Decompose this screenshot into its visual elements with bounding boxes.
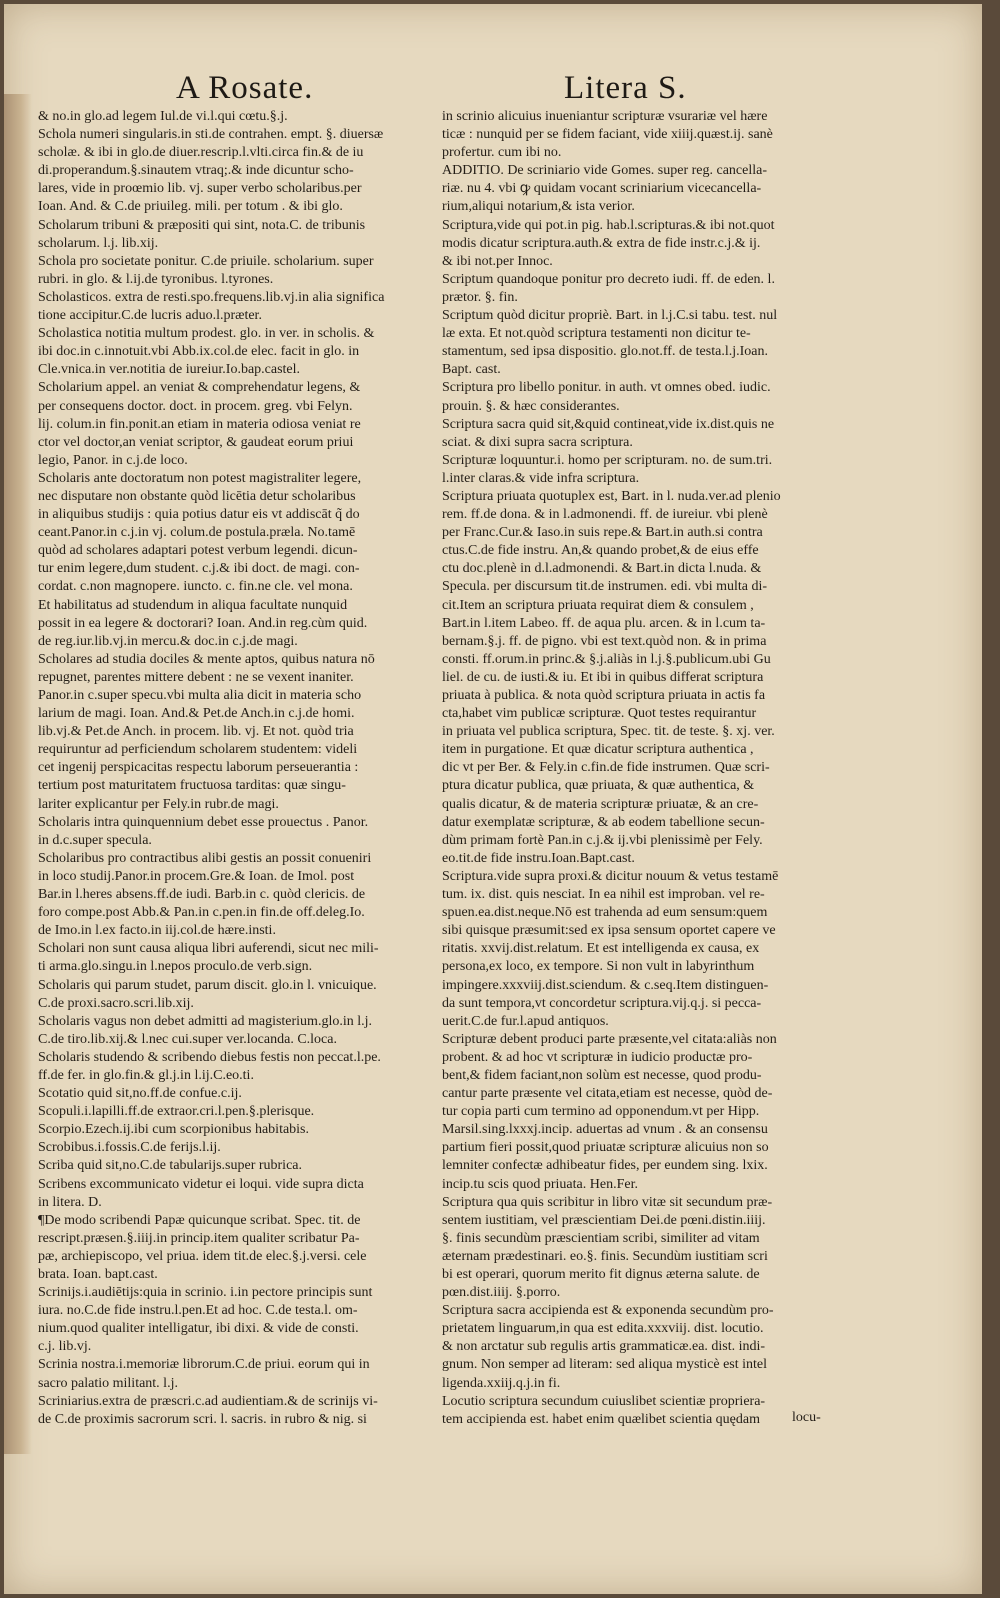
- text-line: & non arctatur sub regulis artis grammaticæ.ea. dist. indi-: [442, 1339, 766, 1355]
- text-line: Scholasticos. extra de resti.spo.frequens.lib.vj.in alia significa: [38, 289, 385, 305]
- text-line: eo.tit.de fide instru.Ioan.Bapt.cast.: [442, 850, 635, 866]
- text-line: ctus.C.de fide instru. An,& quando probet,& de eius effe: [442, 543, 759, 559]
- text-line: Scopuli.i.lapilli.ff.de extraor.cri.l.pen.§.plerisque.: [38, 1104, 315, 1120]
- text-line: priuata à publica. & nota quòd scriptura priuata in actis fa: [442, 688, 766, 703]
- text-line: spuen.ea.dist.neque.Nō est trahenda ad eum sensum:quem: [442, 905, 768, 921]
- text-line: C.de tiro.lib.xij.& l.nec cui.super ver.locanda. C.loca.: [38, 1031, 337, 1047]
- text-line: Scholaris ante doctoratum non potest magistraliter legere,: [38, 470, 362, 486]
- text-line: prietatem linguarum,in qua est edita.xxxviij. dist. locutio.: [442, 1321, 764, 1337]
- text-line: Bart.in l.item Labeo. ff. de aqua plu. arcen. & in l.cum ta-: [442, 615, 766, 631]
- text-line: & ibi not.per Innoc.: [442, 253, 553, 269]
- text-line: lib.vj.& Pet.de Anch. in procem. lib. vj. Et not. quòd tria: [38, 724, 354, 740]
- text-line: Scrinia nostra.i.memoriæ librorum.C.de priui. eorum qui in: [38, 1357, 370, 1373]
- text-line: in aliquibus studijs : quia potius datur eis vt addiscāt q̃ do: [38, 507, 360, 523]
- text-line: ff.de fer. in glo.fin.& gl.j.in l.ij.C.eo.ti.: [38, 1067, 254, 1083]
- running-head-right: Litera S.: [564, 70, 687, 106]
- text-line: Scholarum tribuni & præpositi qui sint, nota.C. de tribunis: [38, 217, 366, 233]
- text-line: requiruntur ad perficiendum scholarem studentem: videli: [38, 742, 358, 758]
- text-line: Schola numeri singularis.in sti.de contrahen. empt. §. diuersæ: [38, 127, 384, 143]
- text-line: tum. ix. dist. quis nesciat. In ea nihil est improban. vel re-: [442, 887, 765, 903]
- text-line: ctor vel doctor,an veniat scriptor, & gaudeat eorum priui: [38, 434, 354, 450]
- text-line: Scripturæ loquuntur.i. homo per scripturam. no. de sum.tri.: [442, 452, 773, 468]
- text-line: Ioan. And. & C.de priuileg. mili. per totum . & ibi glo.: [38, 199, 343, 215]
- catchword: locu-: [792, 1410, 821, 1425]
- text-line: tur enim legere,dum student. c.j.& ibi doct. de magi. con-: [38, 561, 360, 577]
- text-line: tertium post maturitatem fructuosa tarditas: quæ singu-: [38, 778, 346, 794]
- text-line: ti arma.glo.singu.in l.nepos proculo.de verb.sign.: [38, 959, 313, 975]
- text-line: Marsil.sing.lxxxj.incip. aduertas ad vnum . & an consensu: [442, 1122, 768, 1138]
- text-line: rium,aliqui notarium,& ista verior.: [442, 199, 635, 215]
- text-line: in loco studij.Panor.in procem.Gre.& Ioan. de Imol. post: [38, 868, 355, 884]
- text-line: de Imo.in l.ex facto.in iij.col.de hære.insti.: [38, 923, 276, 939]
- text-line: ¶De modo scribendi Papæ quicunque scribat. Spec. tit. de: [38, 1212, 361, 1228]
- text-line: lariter explicantur per Fely.in rubr.de magi.: [38, 796, 279, 812]
- text-line: repugnet, parentes mittere debent : ne se vexent inaniter.: [38, 669, 354, 685]
- text-line: prouin. §. & hæc considerantes.: [442, 398, 620, 414]
- text-line: Scholaris vagus non debet admitti ad magisterium.glo.in l.j.: [38, 1013, 373, 1029]
- text-line: l.inter claras.& vide infra scriptura.: [442, 470, 640, 486]
- text-line: Scholaris qui parum studet, parum discit. glo.in l. vnicuique.: [38, 977, 377, 993]
- text-line: Scholaris intra quinquennium debet esse prouectus . Panor.: [38, 814, 369, 830]
- running-head-left: A Rosate.: [176, 70, 314, 106]
- text-line: & no.in glo.ad legem Iul.de vi.l.qui cœtu.§.j.: [38, 109, 288, 124]
- text-line: larium de magi. Ioan. And.& Pet.de Anch.in c.j.de homi.: [38, 706, 355, 722]
- text-line: rubri. in glo. & l.ij.de tyronibus. l.tyrones.: [38, 271, 274, 287]
- text-line: cet ingenij perspicacitas respectu laborum perseuerantia :: [38, 760, 359, 776]
- text-line: sentem iustitiam, vel præscientiam Dei.de pœni.distin.iiij.: [442, 1212, 766, 1228]
- text-line: Scholarium appel. an veniat & comprehendatur legens, &: [38, 380, 361, 396]
- text-line: ligenda.xxiij.q.j.in fi.: [442, 1375, 561, 1391]
- text-line: cta,habet vim publicæ scripturæ. Quot testes requirantur: [442, 706, 757, 722]
- text-line: in d.c.super specula.: [38, 832, 152, 848]
- text-line: Scriba quid sit,no.C.de tabularijs.super rubrica.: [38, 1158, 302, 1174]
- text-line: probent. & ad hoc vt scripturæ in iudicio productæ pro-: [442, 1049, 753, 1065]
- text-line: cordat. c.non magnopere. iuncto. c. fin.ne cle. vel mona.: [38, 579, 353, 595]
- text-line: Scriptura sacra accipienda est & exponenda secundùm pro-: [442, 1303, 774, 1319]
- book-page: [4, 4, 982, 1594]
- text-line: dic vt per Ber. & Fely.in c.fin.de fide instrumen. Quæ scri-: [442, 760, 770, 776]
- text-line: sciat. & dixi supra sacra scriptura.: [442, 434, 633, 450]
- text-line: c.j. lib.vj.: [38, 1339, 92, 1355]
- text-line: tione accipitur.C.de lucris aduo.l.præter.: [38, 308, 262, 324]
- text-line: Scriptura priuata quotuplex est, Bart. in l. nuda.ver.ad plenio: [442, 488, 781, 504]
- text-line: nec disputare non obstante quòd licētia detur scholaribus: [38, 488, 356, 504]
- text-line: cantur parte præsente vel citata,etiam est necesse, quòd de-: [442, 1086, 773, 1102]
- right-column: [442, 108, 830, 1429]
- text-line: ceant.Panor.in c.j.in vj. colum.de postula.præla. No.tamē: [38, 525, 356, 541]
- text-line: rem. ff.de dona. & in l.admonendi. ff. de iureiur. vbi plenè: [442, 507, 768, 523]
- text-line: ticæ : nunquid per se fidem faciant, vide xiiij.quæst.ij. sanè: [442, 127, 773, 143]
- text-line: Scotatio quid sit,no.ff.de confue.c.ij.: [38, 1086, 242, 1102]
- text-line: modis dicatur scriptura.auth.& extra de fide instr.c.j.& ij.: [442, 235, 761, 251]
- text-line: lij. colum.in fin.ponit.an etiam in materia odiosa veniat re: [38, 416, 361, 432]
- text-line: per Franc.Cur.& Iaso.in suis repe.& Bart.in auth.si contra: [442, 525, 763, 541]
- text-line: impingere.xxxviij.dist.sciendum. & c.seq.Item distinguen-: [442, 977, 769, 993]
- text-line: ibi doc.in c.innotuit.vbi Abb.ix.col.de elec. facit in glo. in: [38, 344, 360, 360]
- text-line: datur exemplatæ scripturæ, & ab eodem tabellione secun-: [442, 814, 765, 830]
- text-line: lemniter confectæ adhibeatur fides, per eundem sing. lxix.: [442, 1158, 768, 1174]
- text-line: Scriptum quòd dicitur propriè. Bart. in l.j.C.si tabu. test. nul: [442, 308, 778, 324]
- text-line: qualis dicatur, & de materia scripturæ priuatæ, & an cre-: [442, 796, 759, 812]
- text-line: profertur. cum ibi no.: [442, 145, 562, 161]
- text-line: §. finis secundùm præscientiam scribi, similiter ad vitam: [442, 1230, 760, 1246]
- text-line: pœn.dist.iiij. §.porro.: [442, 1285, 561, 1301]
- text-line: Scrobibus.i.fossis.C.de ferijs.l.ij.: [38, 1140, 221, 1156]
- text-line: possit in ea legere & doctorari? Ioan. And.in reg.cùm quid.: [38, 615, 368, 631]
- text-line: Bapt. cast.: [442, 362, 501, 378]
- text-line: ptura dicatur publica, quæ priuata, & quæ authentica, &: [442, 778, 755, 794]
- text-line: Scholaris studendo & scribendo diebus festis non peccat.l.pe.: [38, 1049, 381, 1065]
- text-line: dùm primam fortè Pan.in c.j.& ij.vbi plenissimè per Fely.: [442, 832, 763, 848]
- text-line: Cle.vnica.in ver.notitia de iureiur.Io.bap.castel.: [38, 362, 301, 378]
- text-line: bernam.§.j. ff. de pigno. vbi est text.quòd non. & in prima: [442, 633, 767, 649]
- text-line: in scrinio alicuius inueniantur scripturæ vsurariæ vel hære: [442, 109, 768, 124]
- text-line: in litera. D.: [38, 1194, 102, 1210]
- text-line: consti. ff.orum.in princ.& §.j.aliàs in l.j.§.publicum.ubi Gu: [442, 651, 771, 667]
- text-line: de C.de proximis sacrorum scri. l. sacris. in rubro & nig. si: [38, 1411, 367, 1427]
- text-line: æternam prædestinari. eo.§. finis. Secundùm iustitiam scri: [442, 1248, 768, 1264]
- text-line: Scholastica notitia multum prodest. glo. in ver. in scholis. &: [38, 326, 375, 342]
- text-line: Scriniarius.extra de præscri.c.ad audientiam.& de scrinijs vi-: [38, 1393, 378, 1409]
- text-line: legio, Panor. in c.j.de loco.: [38, 452, 188, 468]
- text-line: quòd ad scholares adaptari potest verbum legendi. dicun-: [38, 543, 358, 559]
- text-line: da sunt tempora,vt concordetur scriptura.vij.q.j. si pecca-: [442, 995, 762, 1011]
- text-line: tur copia parti cum termino ad opponendum.vt per Hipp.: [442, 1104, 760, 1120]
- text-line: item in purgatione. Et quæ dicatur scriptura authentica ,: [442, 742, 754, 758]
- text-line: Scriptura pro libello ponitur. in auth. vt omnes obed. iudic.: [442, 380, 771, 396]
- text-line: di.properandum.§.sinautem vtraq;.& inde dicuntur scho-: [38, 163, 354, 179]
- text-line: rescript.præsen.§.iiij.in princip.item qualiter scribatur Pa-: [38, 1230, 360, 1246]
- text-line: pæ, archiepiscopo, vel priua. idem tit.de elec.§.j.versi. cele: [38, 1248, 367, 1264]
- text-line: bent,& fidem faciant,non solùm est necesse, quod produ-: [442, 1067, 762, 1083]
- text-line: Scorpio.Ezech.ij.ibi cum scorpionibus habitabis.: [38, 1122, 310, 1138]
- text-line: uerit.C.de fur.l.apud antiquos.: [442, 1013, 609, 1029]
- text-line: partium fieri possit,quod priuatæ scripturæ alicuius non so: [442, 1140, 769, 1156]
- text-line: scholarum. l.j. lib.xij.: [38, 235, 159, 251]
- text-line: scholæ. & ibi in glo.de diuer.rescrip.l.vlti.circa fin.& de iu: [38, 145, 364, 161]
- text-line: riæ. nu 4. vbi ꝙ quidam vocant scriniarium vicecancella-: [442, 181, 762, 197]
- text-line: Panor.in c.super specu.vbi multa alia dicit in materia scho: [38, 688, 362, 703]
- text-line: liel. de cu. de iusti.& iu. Et ibi in quibus differat scriptura: [442, 669, 764, 685]
- text-line: Scrinijs.i.audiētijs:quia in scrinio. i.in pectore principis sunt: [38, 1285, 373, 1301]
- text-line: ADDITIO. De scriniario vide Gomes. super reg. cancella-: [442, 163, 767, 179]
- text-line: Scriptura sacra quid sit,&quid contineat,vide ix.dist.quis ne: [442, 416, 775, 432]
- text-line: incip.tu scis quod priuata. Hen.Fer.: [442, 1176, 638, 1192]
- text-line: ctu doc.plenè in d.l.admonendi. & Bart.in dicta l.nuda. &: [442, 561, 762, 577]
- text-line: Scriptura.vide supra proxi.& dicitur nouum & vetus testamē: [442, 868, 779, 884]
- binding-gutter: [4, 94, 32, 1454]
- text-line: in priuata vel publica scriptura, Spec. tit. de teste. §. xj. ver.: [442, 724, 775, 740]
- text-line: Et habilitatus ad studendum in aliqua facultate nunquid: [38, 597, 348, 613]
- text-line: læ exta. Et not.quòd scriptura testamenti non dicitur te-: [442, 326, 751, 342]
- text-line: Scriptura qua quis scribitur in libro vitæ sit secundum præ-: [442, 1194, 773, 1210]
- text-line: Scholaribus pro contractibus alibi gestis an possit conueniri: [38, 850, 372, 866]
- text-line: tem accipienda est. habet enim quælibet scientia quędam: [442, 1411, 761, 1427]
- text-line: stamentum, sed ipsa dispositio. glo.not.ff. de testa.l.j.Ioan.: [442, 344, 768, 360]
- text-line: brata. Ioan. bapt.cast.: [38, 1267, 158, 1282]
- text-line: Scriptura,vide qui pot.in pig. hab.l.scripturas.& ibi not.quot: [442, 217, 775, 233]
- text-line: Specula. per discursum tit.de instrumen. edi. vbi multa di-: [442, 579, 768, 595]
- text-line: foro compe.post Abb.& Pan.in c.pen.in fin.de off.deleg.Io.: [38, 905, 365, 921]
- text-line: Scripturæ debent produci parte præsente,vel citata:aliàs non: [442, 1031, 777, 1047]
- text-line: persona,ex loco, ex tempore. Si non vult in labyrinthum: [442, 959, 755, 975]
- text-line: Bar.in l.heres absens.ff.de iudi. Barb.in c. quòd clericis. de: [38, 887, 366, 903]
- text-line: per consequens doctor. doct. in procem. greg. vbi Felyn.: [38, 398, 353, 414]
- text-line: ritatis. xxvij.dist.relatum. Et est intelligenda ex causa, ex: [442, 941, 760, 957]
- text-line: cit.Item an scriptura priuata requirat diem & consulem ,: [442, 597, 754, 613]
- text-line: Scholari non sunt causa aliqua libri auferendi, sicut nec mili-: [38, 941, 379, 957]
- text-line: sacro palatio militant. l.j.: [38, 1375, 178, 1391]
- text-line: Schola pro societate ponitur. C.de priuile. scholarium. super: [38, 253, 374, 269]
- text-line: Locutio scriptura secundum cuiuslibet scientiæ propriera-: [442, 1393, 766, 1409]
- text-line: Scriptum quandoque ponitur pro decreto iudi. ff. de eden. l.: [442, 271, 775, 287]
- text-line: sibi quisque præsumit:sed ex ipsa sensum oportet capere ve: [442, 923, 776, 939]
- text-line: gnum. Non semper ad literam: sed aliqua mysticè est intel: [442, 1357, 768, 1373]
- text-line: lares, vide in proœmio lib. vj. super verbo scholaribus.per: [38, 181, 362, 197]
- text-line: Scribens excommunicato videtur ei loqui. vide supra dicta: [38, 1176, 364, 1192]
- text-line: Scholares ad studia dociles & mente aptos, quibus natura nō: [38, 651, 375, 667]
- text-line: nium.quod qualiter intelligatur, ibi dixi. & vide de consti.: [38, 1321, 359, 1337]
- text-line: bi est operari, quorum merito fit dignus æterna salute. de: [442, 1267, 760, 1282]
- left-column: [38, 108, 431, 1429]
- text-line: prætor. §. fin.: [442, 289, 518, 305]
- text-line: de reg.iur.lib.vj.in mercu.& doc.in c.j.de magi.: [38, 633, 298, 649]
- text-line: C.de proxi.sacro.scri.lib.xij.: [38, 995, 194, 1011]
- text-line: iura. no.C.de fide instru.l.pen.Et ad hoc. C.de testa.l. om-: [38, 1303, 358, 1319]
